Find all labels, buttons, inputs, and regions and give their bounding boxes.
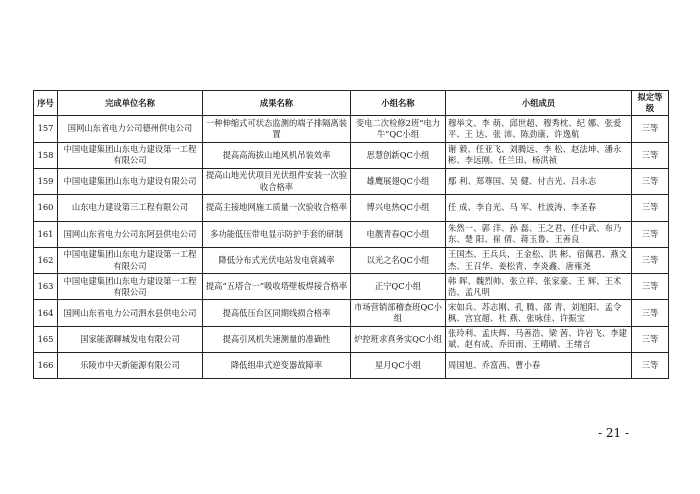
cell-grade: 三等	[632, 326, 669, 352]
cell-unit: 山东电力建设第三工程有限公司	[58, 195, 203, 221]
header-members: 小组成员	[446, 91, 632, 116]
cell-group: 博兴电热QC小组	[351, 195, 446, 221]
cell-title: 多功能低压带电显示防护手套的研制	[203, 221, 351, 247]
header-unit: 完成单位名称	[58, 91, 203, 116]
cell-title: 提高低压台区同期线损合格率	[203, 300, 351, 326]
cell-members: 任 成、李自光、马 军、杜波涛、李圣春	[446, 195, 632, 221]
cell-group: 市场营销部稽查班QC小组	[351, 300, 446, 326]
cell-grade: 三等	[632, 300, 669, 326]
table-row	[34, 221, 669, 247]
cell-no: 166	[34, 353, 58, 379]
cell-no: 158	[34, 142, 58, 168]
cell-grade: 三等	[632, 274, 669, 300]
header-title: 成果名称	[203, 91, 351, 116]
cell-title: 一种伸缩式可状态监测的端子排隔离装置	[203, 116, 351, 142]
cell-grade: 三等	[632, 195, 669, 221]
cell-members: 韩 晖、魏烈帅、张立祥、张家豪、王 辉、王术浩、孟凡明	[446, 274, 632, 300]
page-number: - 21 -	[598, 426, 630, 440]
table-row	[34, 300, 669, 326]
cell-members: 张玲利、孟庆辉、马善浩、梁 茜、许岩飞、李建斌、赵有成、乔田雨、王晴晴、王绪言	[446, 326, 632, 352]
cell-no: 160	[34, 195, 58, 221]
cell-unit: 中国电建集团山东电力建设第一工程有限公司	[58, 247, 203, 273]
cell-members: 朱然一、郭 洋、孙 磊、王之君、任中武、布乃东、楚 阳、崔 倩、蒋玉鲁、王善良	[446, 221, 632, 247]
cell-grade: 三等	[632, 221, 669, 247]
cell-unit: 中国电建集团山东电力建设第一工程有限公司	[58, 142, 203, 168]
awards-table	[33, 90, 669, 379]
cell-members: 穆举文、李 萌、邱世超、穆秀枕、纪 娜、张爱平、王 达、张 沛、陈劲康、许逸航	[446, 116, 632, 142]
cell-no: 164	[34, 300, 58, 326]
cell-unit: 国网山东省电力公司泗水县供电公司	[58, 300, 203, 326]
cell-grade: 三等	[632, 142, 669, 168]
cell-group: 电靓青春QC小组	[351, 221, 446, 247]
cell-members: 谢 毅、任亚飞、刘腾远、李 松、赵法坤、潘永彬、李远刚、任兰田、杨洪祯	[446, 142, 632, 168]
cell-group: 雄鹰展翅QC小组	[351, 168, 446, 194]
table-row	[34, 274, 669, 300]
table-row	[34, 195, 669, 221]
table-row	[34, 142, 669, 168]
cell-unit: 中国电建集团山东电力建设有限公司	[58, 168, 203, 194]
cell-title: 提高“五塔合一”吸收塔壁板焊接合格率	[203, 274, 351, 300]
cell-no: 157	[34, 116, 58, 142]
table-row	[34, 353, 669, 379]
cell-unit: 国家能源聊城发电有限公司	[58, 326, 203, 352]
cell-grade: 三等	[632, 116, 669, 142]
header-no: 序号	[34, 91, 58, 116]
cell-grade: 三等	[632, 168, 669, 194]
cell-unit: 国网山东省电力公司德州供电公司	[58, 116, 203, 142]
cell-members: 周国旭、乔富茜、曹小春	[446, 353, 632, 379]
cell-title: 提高引风机失速测量的准确性	[203, 326, 351, 352]
cell-grade: 三等	[632, 247, 669, 273]
cell-no: 161	[34, 221, 58, 247]
cell-no: 163	[34, 274, 58, 300]
cell-grade: 三等	[632, 353, 669, 379]
cell-group: 星月QC小组	[351, 353, 446, 379]
cell-group: 变电二次检修2班“电力牛”QC小组	[351, 116, 446, 142]
cell-group: 思慧创新QC小组	[351, 142, 446, 168]
cell-no: 159	[34, 168, 58, 194]
header-group: 小组名称	[351, 91, 446, 116]
cell-unit: 乐陵市中天新能源有限公司	[58, 353, 203, 379]
header-grade: 拟定等级	[632, 91, 669, 116]
cell-group: 正宁QC小组	[351, 274, 446, 300]
table-header-row	[34, 91, 669, 116]
cell-no: 162	[34, 247, 58, 273]
table-row	[34, 326, 669, 352]
cell-title: 降低分布式光伏电站发电衰减率	[203, 247, 351, 273]
cell-group: 炉控班求真务实QC小组	[351, 326, 446, 352]
cell-title: 提高高海拔山地风机吊装效率	[203, 142, 351, 168]
table-body	[34, 116, 669, 379]
cell-unit: 国网山东省电力公司东阿县供电公司	[58, 221, 203, 247]
cell-unit: 中国电建集团山东电力建设第一工程有限公司	[58, 274, 203, 300]
table-row	[34, 116, 669, 142]
table-row	[34, 168, 669, 194]
table-row	[34, 247, 669, 273]
cell-members: 王国杰、王兵兵、王金松、洪 彬、宿佩君、燕文杰、王召华、姜松青、李炎鑫、唐雍尧	[446, 247, 632, 273]
cell-no: 165	[34, 326, 58, 352]
cell-title: 提高山地光伏项目光伏组件安装一次验收合格率	[203, 168, 351, 194]
cell-title: 提高主接地网施工质量一次验收合格率	[203, 195, 351, 221]
cell-title: 降低组串式逆变器故障率	[203, 353, 351, 379]
cell-members: 宋如兵、苏志刚、孔 腾、邵 青、刘旭阳、孟令枫、宫宜超、杜 燕、张咏佳、许振宝	[446, 300, 632, 326]
cell-members: 鄢 利、郑尊国、吴 健、付吉光、吕永志	[446, 168, 632, 194]
cell-group: 以光之名QC小组	[351, 247, 446, 273]
